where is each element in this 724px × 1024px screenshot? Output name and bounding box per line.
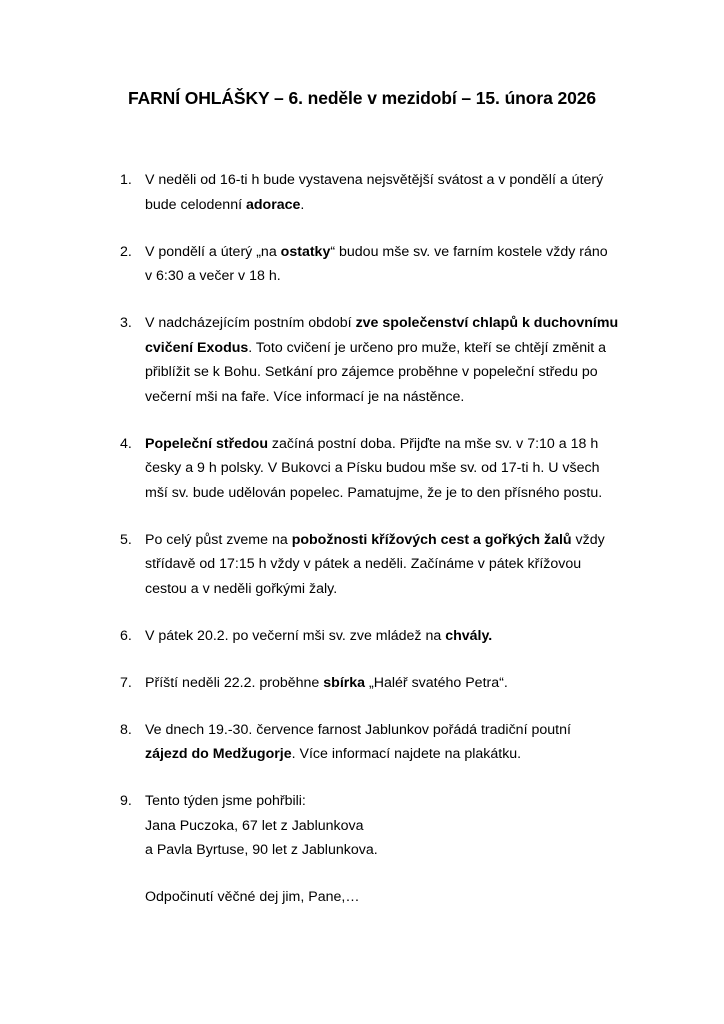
item-line bbox=[145, 718, 640, 743]
announcement-item bbox=[120, 624, 640, 649]
announcement-item bbox=[120, 671, 640, 696]
text: “ budou mše sv. ve farním kostele vždy ráno bbox=[330, 243, 608, 260]
text: mší sv. bude udělován popelec. Pamatujme, že je to den přísného postu. bbox=[145, 484, 603, 501]
text: . Toto cvičení je určeno pro muže, kteří se chtějí změnit a bbox=[248, 339, 607, 356]
item-line bbox=[145, 671, 640, 696]
item-number: 6. bbox=[120, 627, 132, 644]
text: Ve dnech 19.-30. července farnost Jablunkov pořádá tradiční poutní bbox=[145, 721, 571, 738]
text: . Více informací najdete na plakátku. bbox=[291, 746, 522, 762]
page-title: FARNÍ OHLÁŠKY – 6. neděle v mezidobí – 15. února 2026 bbox=[127, 88, 596, 108]
text: přiblížit se k Bohu. Setkání pro zájemce proběhne v popeleční středu po bbox=[145, 364, 598, 380]
bold-text: sbírka bbox=[323, 674, 366, 691]
item-line bbox=[145, 838, 640, 863]
text: vždy bbox=[571, 531, 605, 548]
item-line bbox=[145, 336, 640, 361]
item-line bbox=[145, 789, 640, 814]
text: V pátek 20.2. po večerní mši sv. zve mládež na bbox=[145, 627, 446, 644]
announcement-item bbox=[120, 311, 640, 409]
announcement-item bbox=[120, 240, 640, 289]
item-line bbox=[145, 360, 640, 385]
item-number: 5. bbox=[120, 531, 132, 548]
item-line bbox=[145, 624, 640, 649]
item-line bbox=[145, 742, 640, 767]
text: a Pavla Byrtuse, 90 let z Jablunkova. bbox=[145, 842, 378, 858]
item-line bbox=[145, 385, 640, 410]
item-line bbox=[145, 552, 640, 577]
announcement-item bbox=[120, 718, 640, 767]
bold-text: Popeleční středou bbox=[145, 435, 268, 452]
item-number: 1. bbox=[120, 172, 132, 188]
text: Jana Puczoka, 67 let z Jablunkova bbox=[145, 817, 364, 834]
item-number: 8. bbox=[120, 721, 132, 738]
text: . bbox=[300, 196, 305, 213]
announcement-item bbox=[120, 528, 640, 602]
item-line bbox=[145, 432, 640, 457]
item-number: 9. bbox=[120, 793, 132, 809]
text: v 6:30 a večer v 18 h. bbox=[145, 268, 281, 284]
item-line bbox=[145, 481, 640, 506]
bold-text: pobožnosti křížových cest a gořkých žalů bbox=[291, 531, 572, 548]
item-line bbox=[145, 814, 640, 839]
text: Tento týden jsme pohřbili: bbox=[145, 793, 306, 809]
item-line bbox=[145, 885, 640, 910]
item-line bbox=[145, 264, 640, 289]
text: Po celý půst zveme na bbox=[145, 531, 292, 548]
item-number: 2. bbox=[120, 243, 132, 260]
item-line bbox=[145, 193, 640, 218]
text: česky a 9 h polsky. V Bukovci a Písku budou mše sv. od 17-ti h. U všech bbox=[145, 460, 600, 476]
announcement-item bbox=[120, 432, 640, 506]
item-line bbox=[145, 528, 640, 553]
bold-text: chvály. bbox=[445, 627, 493, 644]
item-number: 4. bbox=[120, 435, 132, 452]
bold-text: ostatky bbox=[280, 243, 331, 260]
item-line bbox=[145, 577, 640, 602]
announcement-item bbox=[120, 168, 640, 217]
bold-text: adorace bbox=[245, 196, 301, 213]
text: V pondělí a úterý „na bbox=[145, 243, 281, 260]
text: začíná postní doba. Přijďte na mše sv. v 7:10 a 18 h bbox=[267, 435, 599, 452]
text: večerní mši na faře. Více informací je na nástěnce. bbox=[145, 388, 465, 405]
item-number: 3. bbox=[120, 315, 132, 331]
bold-text: zve společenství chlapů k duchovnímu bbox=[355, 315, 619, 331]
item-line bbox=[145, 311, 640, 336]
announcement-list bbox=[120, 168, 640, 932]
bold-text: cvičení Exodus bbox=[145, 339, 249, 356]
text: bude celodenní bbox=[145, 196, 246, 213]
item-line bbox=[145, 240, 640, 265]
blank-line bbox=[145, 863, 640, 885]
text: V neděli od 16-ti h bude vystavena nejsvětější svátost a v pondělí a úterý bbox=[145, 172, 604, 188]
item-line bbox=[145, 456, 640, 481]
text: Příští neděli 22.2. proběhne bbox=[145, 674, 324, 691]
item-line bbox=[145, 168, 640, 193]
item-number: 7. bbox=[120, 674, 132, 691]
text: střídavě od 17:15 h vždy v pátek a neděli. Začínáme v pátek křížovou bbox=[145, 556, 582, 572]
text: cestou a v neděli gořkými žaly. bbox=[145, 580, 338, 597]
bold-text: zájezd do Medžugorje bbox=[145, 746, 292, 762]
announcement-item bbox=[120, 789, 640, 909]
text: „Haléř svatého Petra“. bbox=[365, 674, 508, 691]
text: V nadcházejícím postním období bbox=[145, 315, 356, 331]
text: Odpočinutí věčné dej jim, Pane,… bbox=[145, 888, 360, 905]
